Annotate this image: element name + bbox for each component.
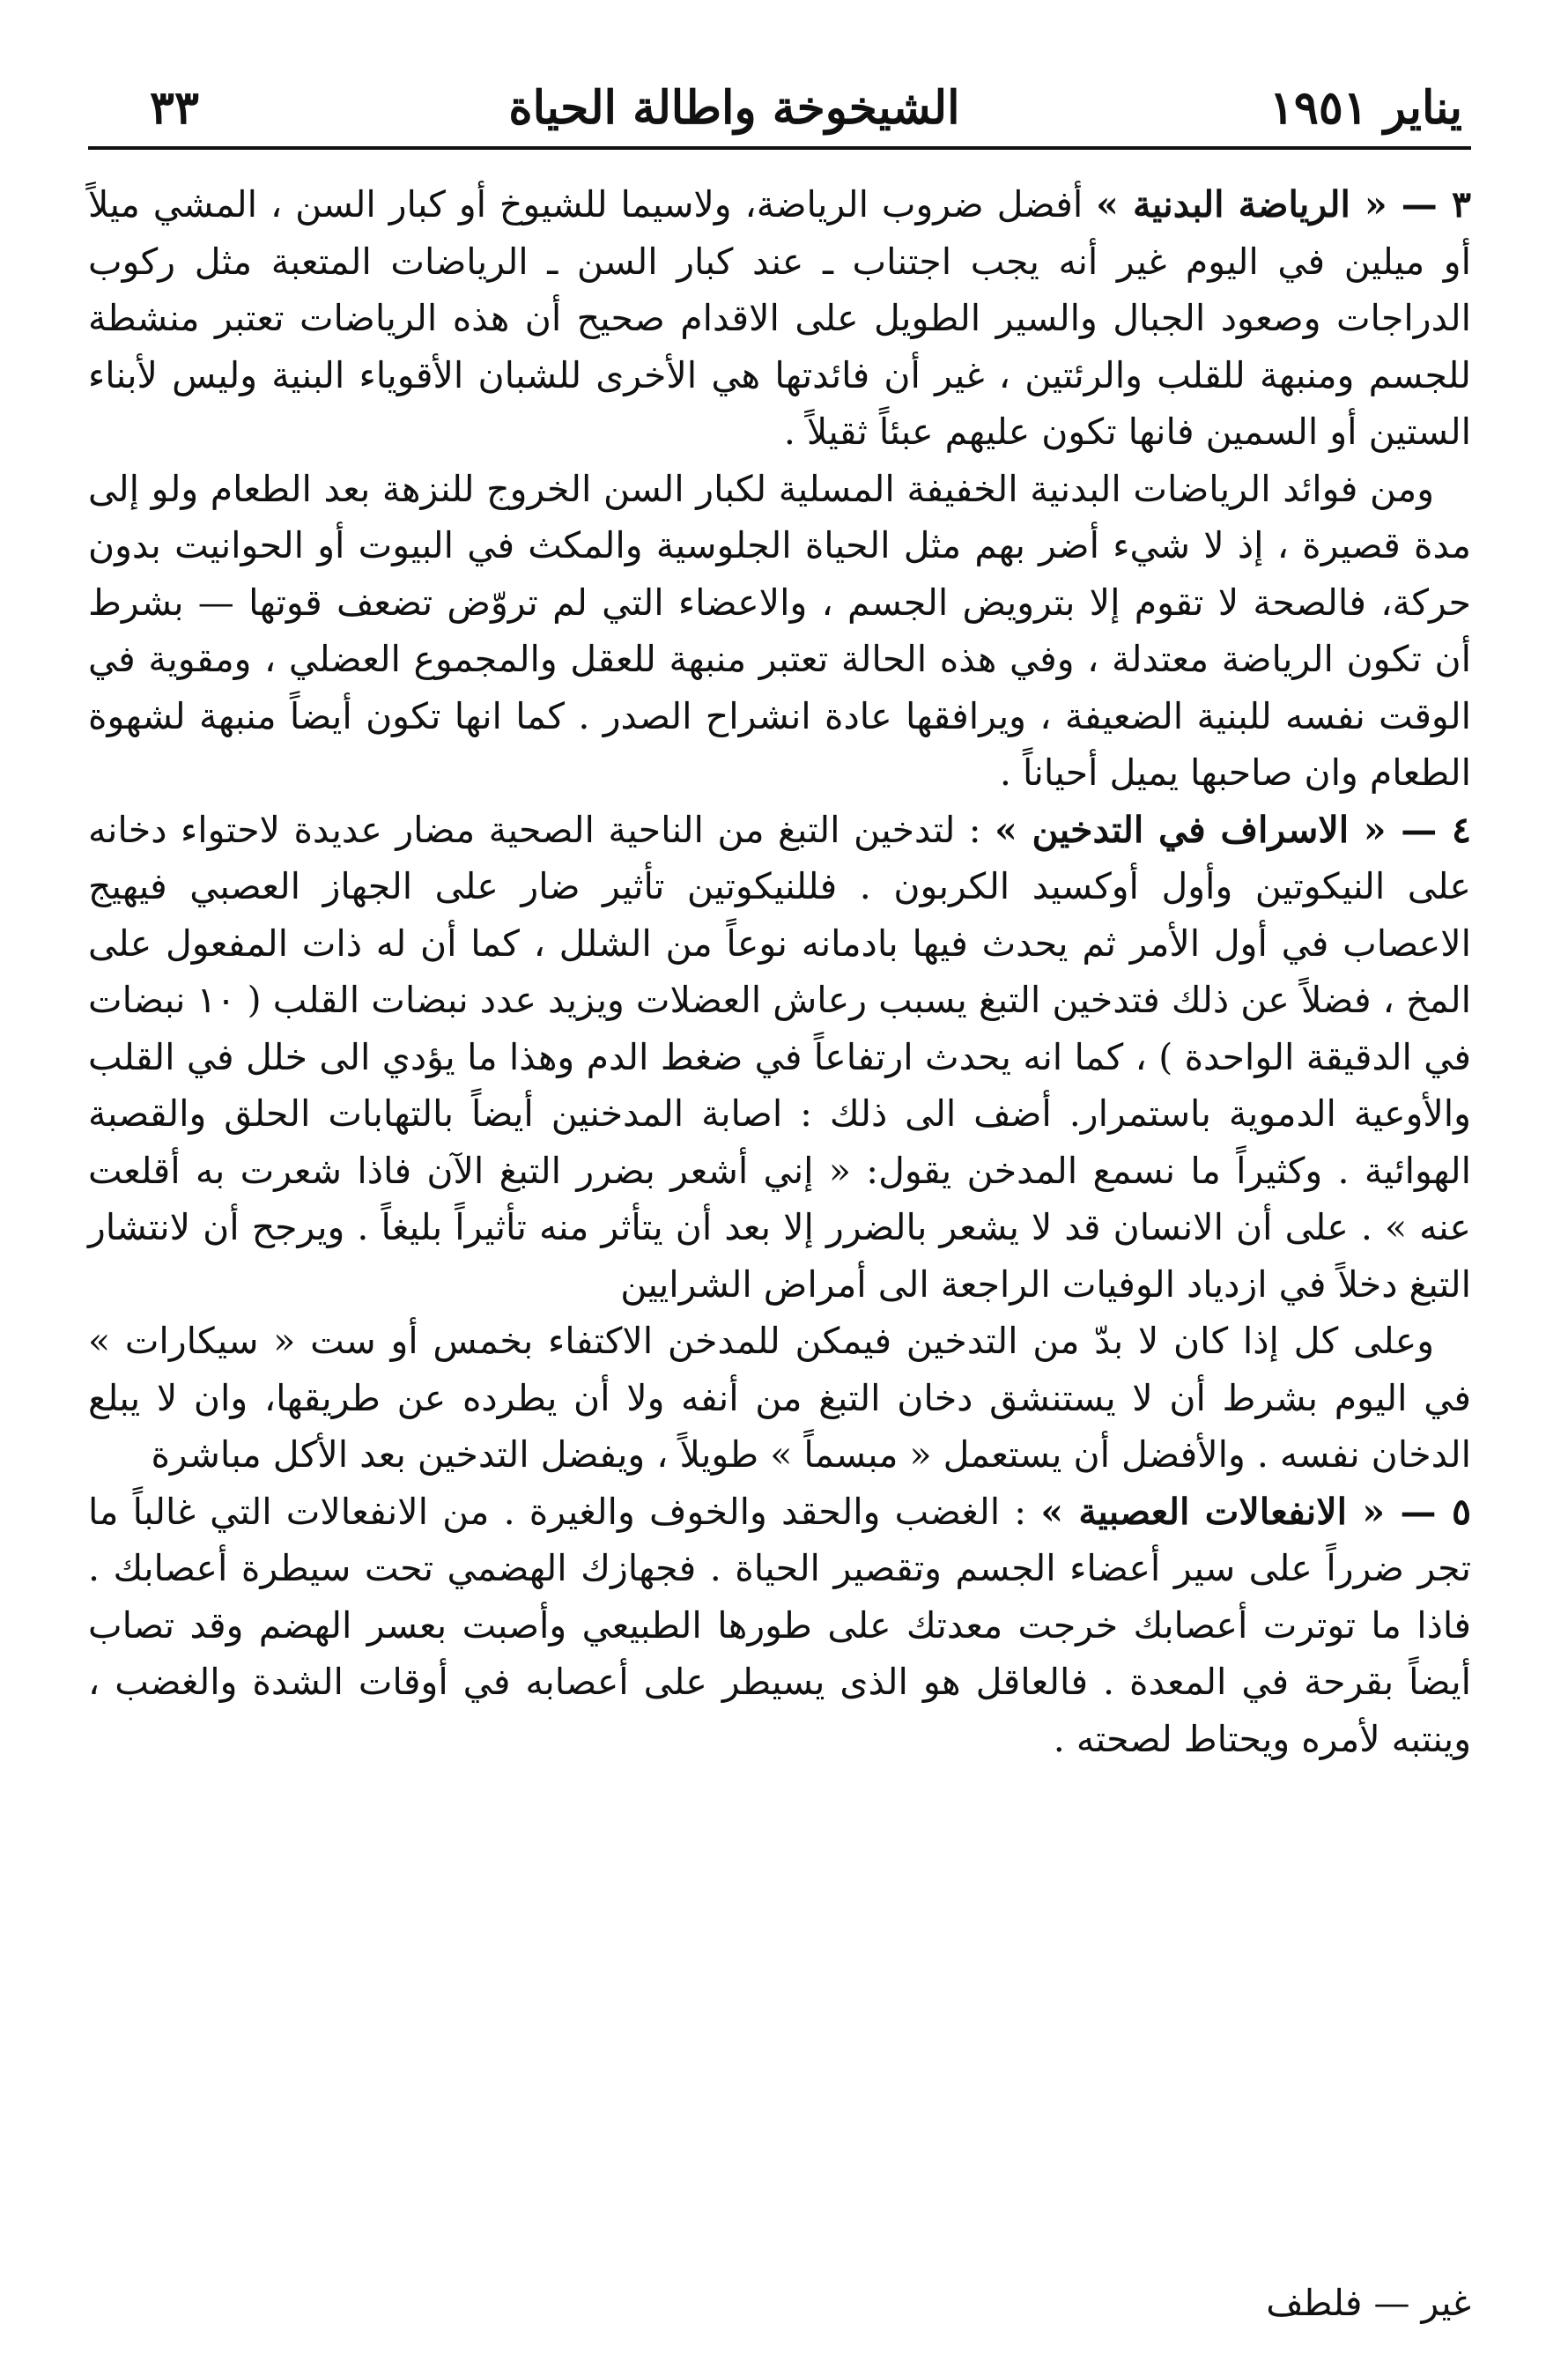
footer-fragment: غير — فلطف [1266, 2282, 1471, 2324]
page-number: ٣٣ [150, 81, 199, 135]
cut-off-bottom-line [88, 2275, 1471, 2328]
paragraph-text: أفضل ضروب الرياضة، ولاسيما للشيوخ أو كبار السن ، المشي ميلاً أو ميلين في اليوم غير أنه يجب اجتناب ـ عند كبار السن ـ الرياضات المتعبة مثل ركوب الدراجات وصعود الجبال والسير الطويل على الاقدام صحيح أن هذه الرياضات تعتبر منشطة للجسم ومنبهة للقلب والرئتين ، غير أن فائدتها هي الأخرى للشبان الأقوياء البنية وليس لأبناء الستين أو السمين فانها تكون عليهم عبئاً ثقيلاً . [88, 183, 1471, 453]
article-body [88, 176, 1471, 1767]
paragraph-smoking-advice [88, 1313, 1471, 1484]
header-rule [88, 146, 1471, 150]
paragraph-physical-exercise [88, 176, 1471, 461]
paragraph-text: ومن فوائد الرياضات البدنية الخفيفة المسلية لكبار السن الخروج للنزهة بعد الطعام ولو إلى مدة قصيرة ، إذ لا شيء أضر بهم مثل الحياة الجلوسية والمكث في البيوت أو الحوانيت بدون حركة، فالصحة لا تقوم إلا بترويض الجسم ، والاعضاء التي لم تروّض تضعف قوتها — بشرط أن تكون الرياضة معتدلة ، وفي هذه الحالة تعتبر منبهة للعقل والمجموع العضلي ، ومقوية في الوقت نفسه للبنية الضعيفة ، ويرافقها عادة انشراح الصدر . كما انها تكون أيضاً منبهة لشهوة الطعام وان صاحبها يميل أحياناً . [88, 467, 1471, 794]
paragraph-text: وعلى كل إذا كان لا بدّ من التدخين فيمكن للمدخن الاكتفاء بخمس أو ست « سيكارات » في اليوم بشرط أن لا يستنشق دخان التبغ من أنفه ولا أن يطرده عن طريقها، وان لا يبلع الدخان نفسه . والأفضل أن يستعمل « مبسماً » طويلاً ، ويفضل التدخين بعد الأكل مباشرة [88, 1320, 1471, 1476]
paragraph-text: : الغضب والحقد والخوف والغيرة . من الانفعالات التي غالباً ما تجر ضرراً على سير أعضاء الجسم وتقصير الحياة . فجهازك الهضمي تحت سيطرة أعصابك . فاذا ما توترت أعصابك خرجت معدتك على طورها الطبيعي وأصبت بعسر الهضم وقد تصاب أيضاً بقرحة في المعدة . فالعاقل هو الذى يسيطر على أعصابه في أوقات الشدة والغضب ، وينتبه لأمره ويحتاط لصحته . [88, 1490, 1471, 1760]
item-heading-physical-exercise: ٣ — « الرياضة البدنية » [1096, 183, 1471, 226]
header-date: يناير ١٩٥١ [1269, 81, 1462, 135]
paragraph-text: : لتدخين التبغ من الناحية الصحية مضار عديدة لاحتواء دخانه على النيكوتين وأول أوكسيد الكربون . فللنيكوتين تأثير ضار على الجهاز العصبي فيهيج الاعصاب في أول الأمر ثم يحدث فيها بادمانه نوعاً من الشلل ، كما أن له ذات المفعول على المخ ، فضلاً عن ذلك فتدخين التبغ يسبب رعاش العضلات ويزيد عدد نبضات القلب ( ١٠ نبضات في الدقيقة الواحدة ) ، كما انه يحدث ارتفاعاً في ضغط الدم وهذا ما يؤدي الى خلل في القلب والأوعية الدموية باستمرار. أضف الى ذلك : اصابة المدخنين أيضاً بالتهابات الحلق والقصبة الهوائية . وكثيراً ما نسمع المدخن يقول: « إني أشعر بضرر التبغ الآن فاذا شعرت به أقلعت عنه » . على أن الانسان قد لا يشعر بالضرر إلا بعد أن يتأثر منه تأثيراً بليغاً . ويرجح أن لانتشار التبغ دخلاً في ازدياد الوفيات الراجعة الى أمراض الشرايين [88, 808, 1472, 1306]
running-header [150, 69, 1462, 148]
item-heading-nervous-emotions: ٥ — « الانفعالات العصبية » [1040, 1490, 1471, 1533]
item-heading-smoking: ٤ — « الاسراف في التدخين » [995, 808, 1472, 851]
header-title: الشيخوخة واطالة الحياة [508, 81, 960, 135]
paragraph-light-exercise [88, 461, 1471, 802]
paragraph-nervous-emotions [88, 1484, 1471, 1768]
paragraph-smoking [88, 802, 1471, 1314]
